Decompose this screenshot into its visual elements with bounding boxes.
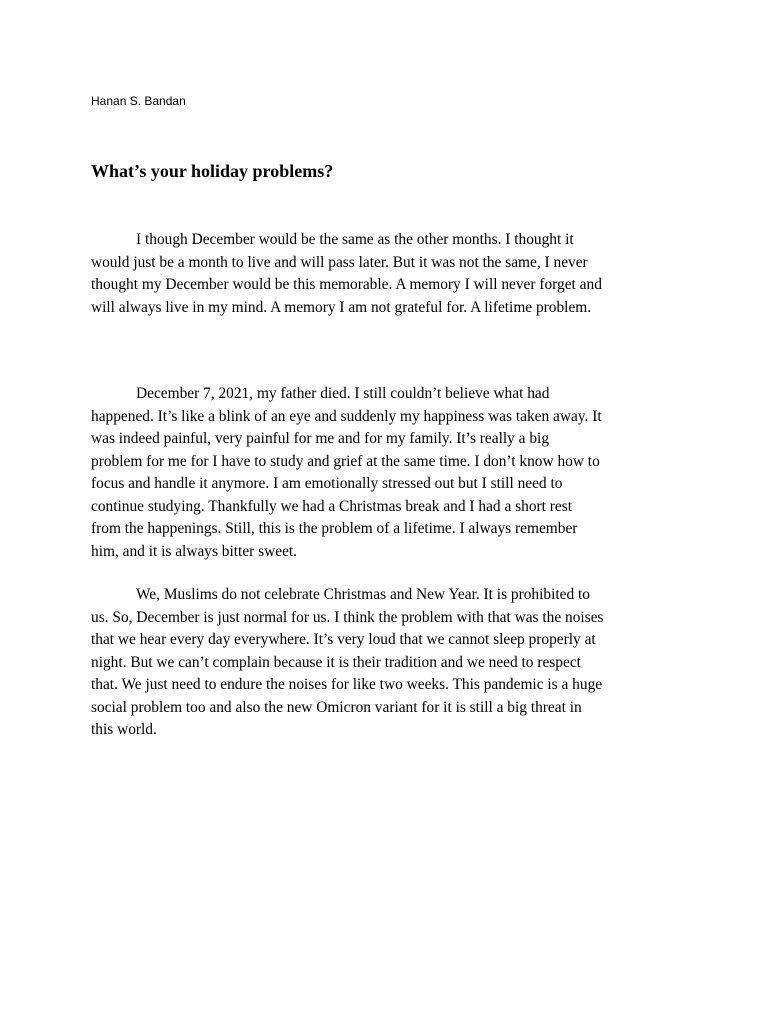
paragraph-line: thought my December would be this memorable. A memory I will never forget and — [91, 276, 602, 293]
paragraph-line: will always live in my mind. A memory I am not grateful for. A lifetime problem. — [91, 298, 592, 316]
paragraph-3 — [91, 584, 681, 742]
paragraph-line: night. But we can’t complain because it is their tradition and we need to respect — [91, 653, 581, 671]
paragraph-line: I though December would be the same as the other months. I thought it — [136, 231, 574, 248]
paragraph-line: December 7, 2021, my father died. I still couldn’t believe what had — [136, 385, 550, 402]
paragraph-line: continue studying. Thankfully we had a Christmas break and I had a short rest — [91, 497, 572, 515]
paragraph-line: that. We just need to endure the noises for like two weeks. This pandemic is a huge — [91, 676, 603, 693]
paragraph-line: We, Muslims do not celebrate Christmas and New Year. It is prohibited to — [136, 586, 590, 603]
author-name: Hanan S. Bandan — [91, 94, 186, 108]
paragraph-1 — [91, 229, 681, 319]
essay-title: What’s your holiday problems? — [91, 161, 334, 181]
paragraph-line: from the happenings. Still, this is the problem of a lifetime. I always remember — [91, 520, 578, 537]
paragraph-line: focus and handle it anymore. I am emotionally stressed out but I still need to — [91, 475, 563, 492]
paragraph-line: this world. — [91, 721, 157, 738]
paragraph-line: social problem too and also the new Omicron variant for it is still a big threat in — [91, 698, 582, 716]
paragraph-line: was indeed painful, very painful for me and for my family. It’s really a big — [91, 430, 550, 447]
paragraph-line: that we hear every day everywhere. It’s very loud that we cannot sleep properly at — [91, 631, 596, 648]
paragraph-2 — [91, 383, 681, 563]
paragraph-line: problem for me for I have to study and grief at the same time. I don’t know how to — [91, 452, 600, 470]
paragraph-line: would just be a month to live and will pass later. But it was not the same, I never — [91, 253, 588, 271]
paragraph-line: him, and it is always bitter sweet. — [91, 542, 298, 560]
paragraph-line: happened. It’s like a blink of an eye and suddenly my happiness was taken away. It — [91, 407, 602, 425]
paragraph-line: us. So, December is just normal for us. I think the problem with that was the noises — [91, 608, 604, 626]
